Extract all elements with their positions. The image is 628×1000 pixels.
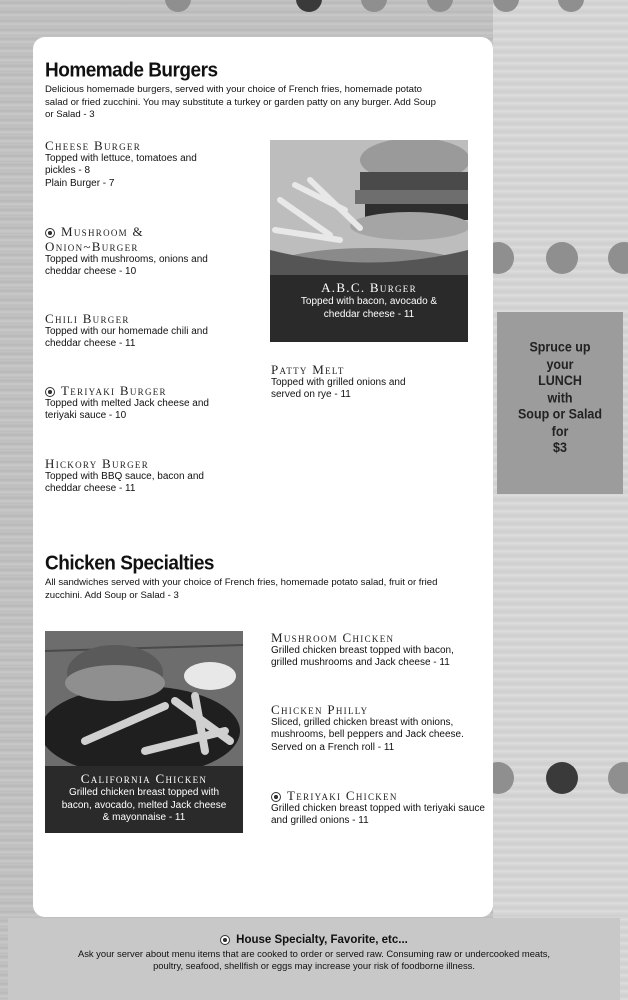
menu-item-cheese-burger: [45, 138, 220, 190]
item-name: Patty Melt: [271, 362, 345, 377]
house-specialty-icon: [220, 935, 230, 945]
decor-dot: [546, 242, 578, 274]
promo-line: your: [546, 356, 574, 372]
photo-item-name: A.B.C. Burger: [321, 280, 417, 295]
promo-line: LUNCH: [538, 373, 582, 389]
section-desc-chicken: All sandwiches served with your choice of French fries, homemade potato salad, fruit or fried zucchini. Add Soup or Salad - 3: [45, 577, 438, 601]
item-desc: Topped with our homemade chili and cheddar cheese - 11: [45, 326, 208, 350]
item-name: Hickory Burger: [45, 456, 150, 471]
promo-line: with: [547, 389, 573, 405]
house-specialty-icon: [45, 387, 55, 397]
section-title-chicken: Chicken Specialties: [45, 552, 214, 575]
menu-item-chicken-philly: [271, 702, 466, 754]
promo-box: [497, 312, 623, 494]
photo-abc-burger: [270, 140, 468, 342]
menu-item-teriyaki-burger: [45, 383, 220, 423]
burger-photo-image: [270, 140, 468, 275]
decor-dot: [546, 762, 578, 794]
item-desc: Topped with mushrooms, onions and cheddar cheese - 10: [45, 254, 208, 278]
menu-item-hickory-burger: [45, 456, 220, 496]
footer-legend: [0, 934, 628, 946]
menu-item-patty-melt: [271, 362, 431, 402]
item-name: Mushroom & Onion~Burger: [45, 224, 144, 254]
item-desc: Topped with grilled onions and served on rye - 11: [271, 377, 406, 401]
promo-line: $3: [553, 440, 567, 456]
item-name: Teriyaki Chicken: [287, 788, 398, 803]
item-name: Chicken Philly: [271, 702, 369, 717]
item-desc: Topped with BBQ sauce, bacon and cheddar cheese - 11: [45, 471, 204, 495]
item-name: Teriyaki Burger: [61, 383, 167, 398]
right-decor-band: [493, 0, 628, 1000]
item-name: Mushroom Chicken: [271, 630, 395, 645]
promo-line: for: [551, 423, 569, 439]
item-desc: Topped with lettuce, tomatoes and pickles - 8: [45, 153, 197, 177]
item-desc: Grilled chicken breast topped with bacon, grilled mushrooms and Jack cheese - 11: [271, 645, 454, 669]
menu-item-teriyaki-chicken: [271, 788, 486, 828]
photo-item-desc: Grilled chicken breast topped with bacon, avocado, melted Jack cheese & mayonnaise - 11: [61, 787, 227, 823]
photo-item-name: California Chicken: [80, 771, 208, 786]
item-name: Chili Burger: [45, 311, 130, 326]
section-title-burgers: Homemade Burgers: [45, 59, 218, 82]
house-specialty-icon: [271, 792, 281, 802]
item-name: Cheese Burger: [45, 138, 141, 153]
photo-california-chicken: [45, 631, 243, 833]
house-specialty-icon: [45, 228, 55, 238]
menu-item-chili-burger: [45, 311, 220, 351]
item-desc: Sliced, grilled chicken breast with onions, mushrooms, bell peppers and Jack cheese. Served on a French roll - 11: [271, 717, 464, 753]
menu-item-mushroom-onion-burger: [45, 224, 220, 279]
chicken-photo-image: [45, 631, 243, 766]
item-extra: Plain Burger - 7: [45, 177, 115, 189]
promo-line: Soup or Salad: [517, 406, 603, 422]
item-desc: Grilled chicken breast topped with teriyaki sauce and grilled onions - 11: [271, 803, 485, 827]
footer-title: House Specialty, Favorite, etc...: [236, 934, 408, 946]
promo-line: Spruce up: [529, 339, 591, 355]
item-desc: Topped with melted Jack cheese and teriyaki sauce - 10: [45, 398, 209, 422]
menu-item-mushroom-chicken: [271, 630, 466, 670]
section-desc-burgers: Delicious homemade burgers, served with your choice of French fries, homemade potato salad or fried zucchini. You may substitute a turkey or garden patty on any burger. Add Soup or Salad - 3: [45, 84, 436, 120]
footer-disclaimer: Ask your server about menu items that are cooked to order or served raw. Consuming raw or undercooked meats, poultry, seafood, shellfish or eggs may increase your risk of foodborne illness.: [77, 948, 551, 971]
photo-item-desc: Topped with bacon, avocado & cheddar cheese - 11: [300, 296, 438, 320]
